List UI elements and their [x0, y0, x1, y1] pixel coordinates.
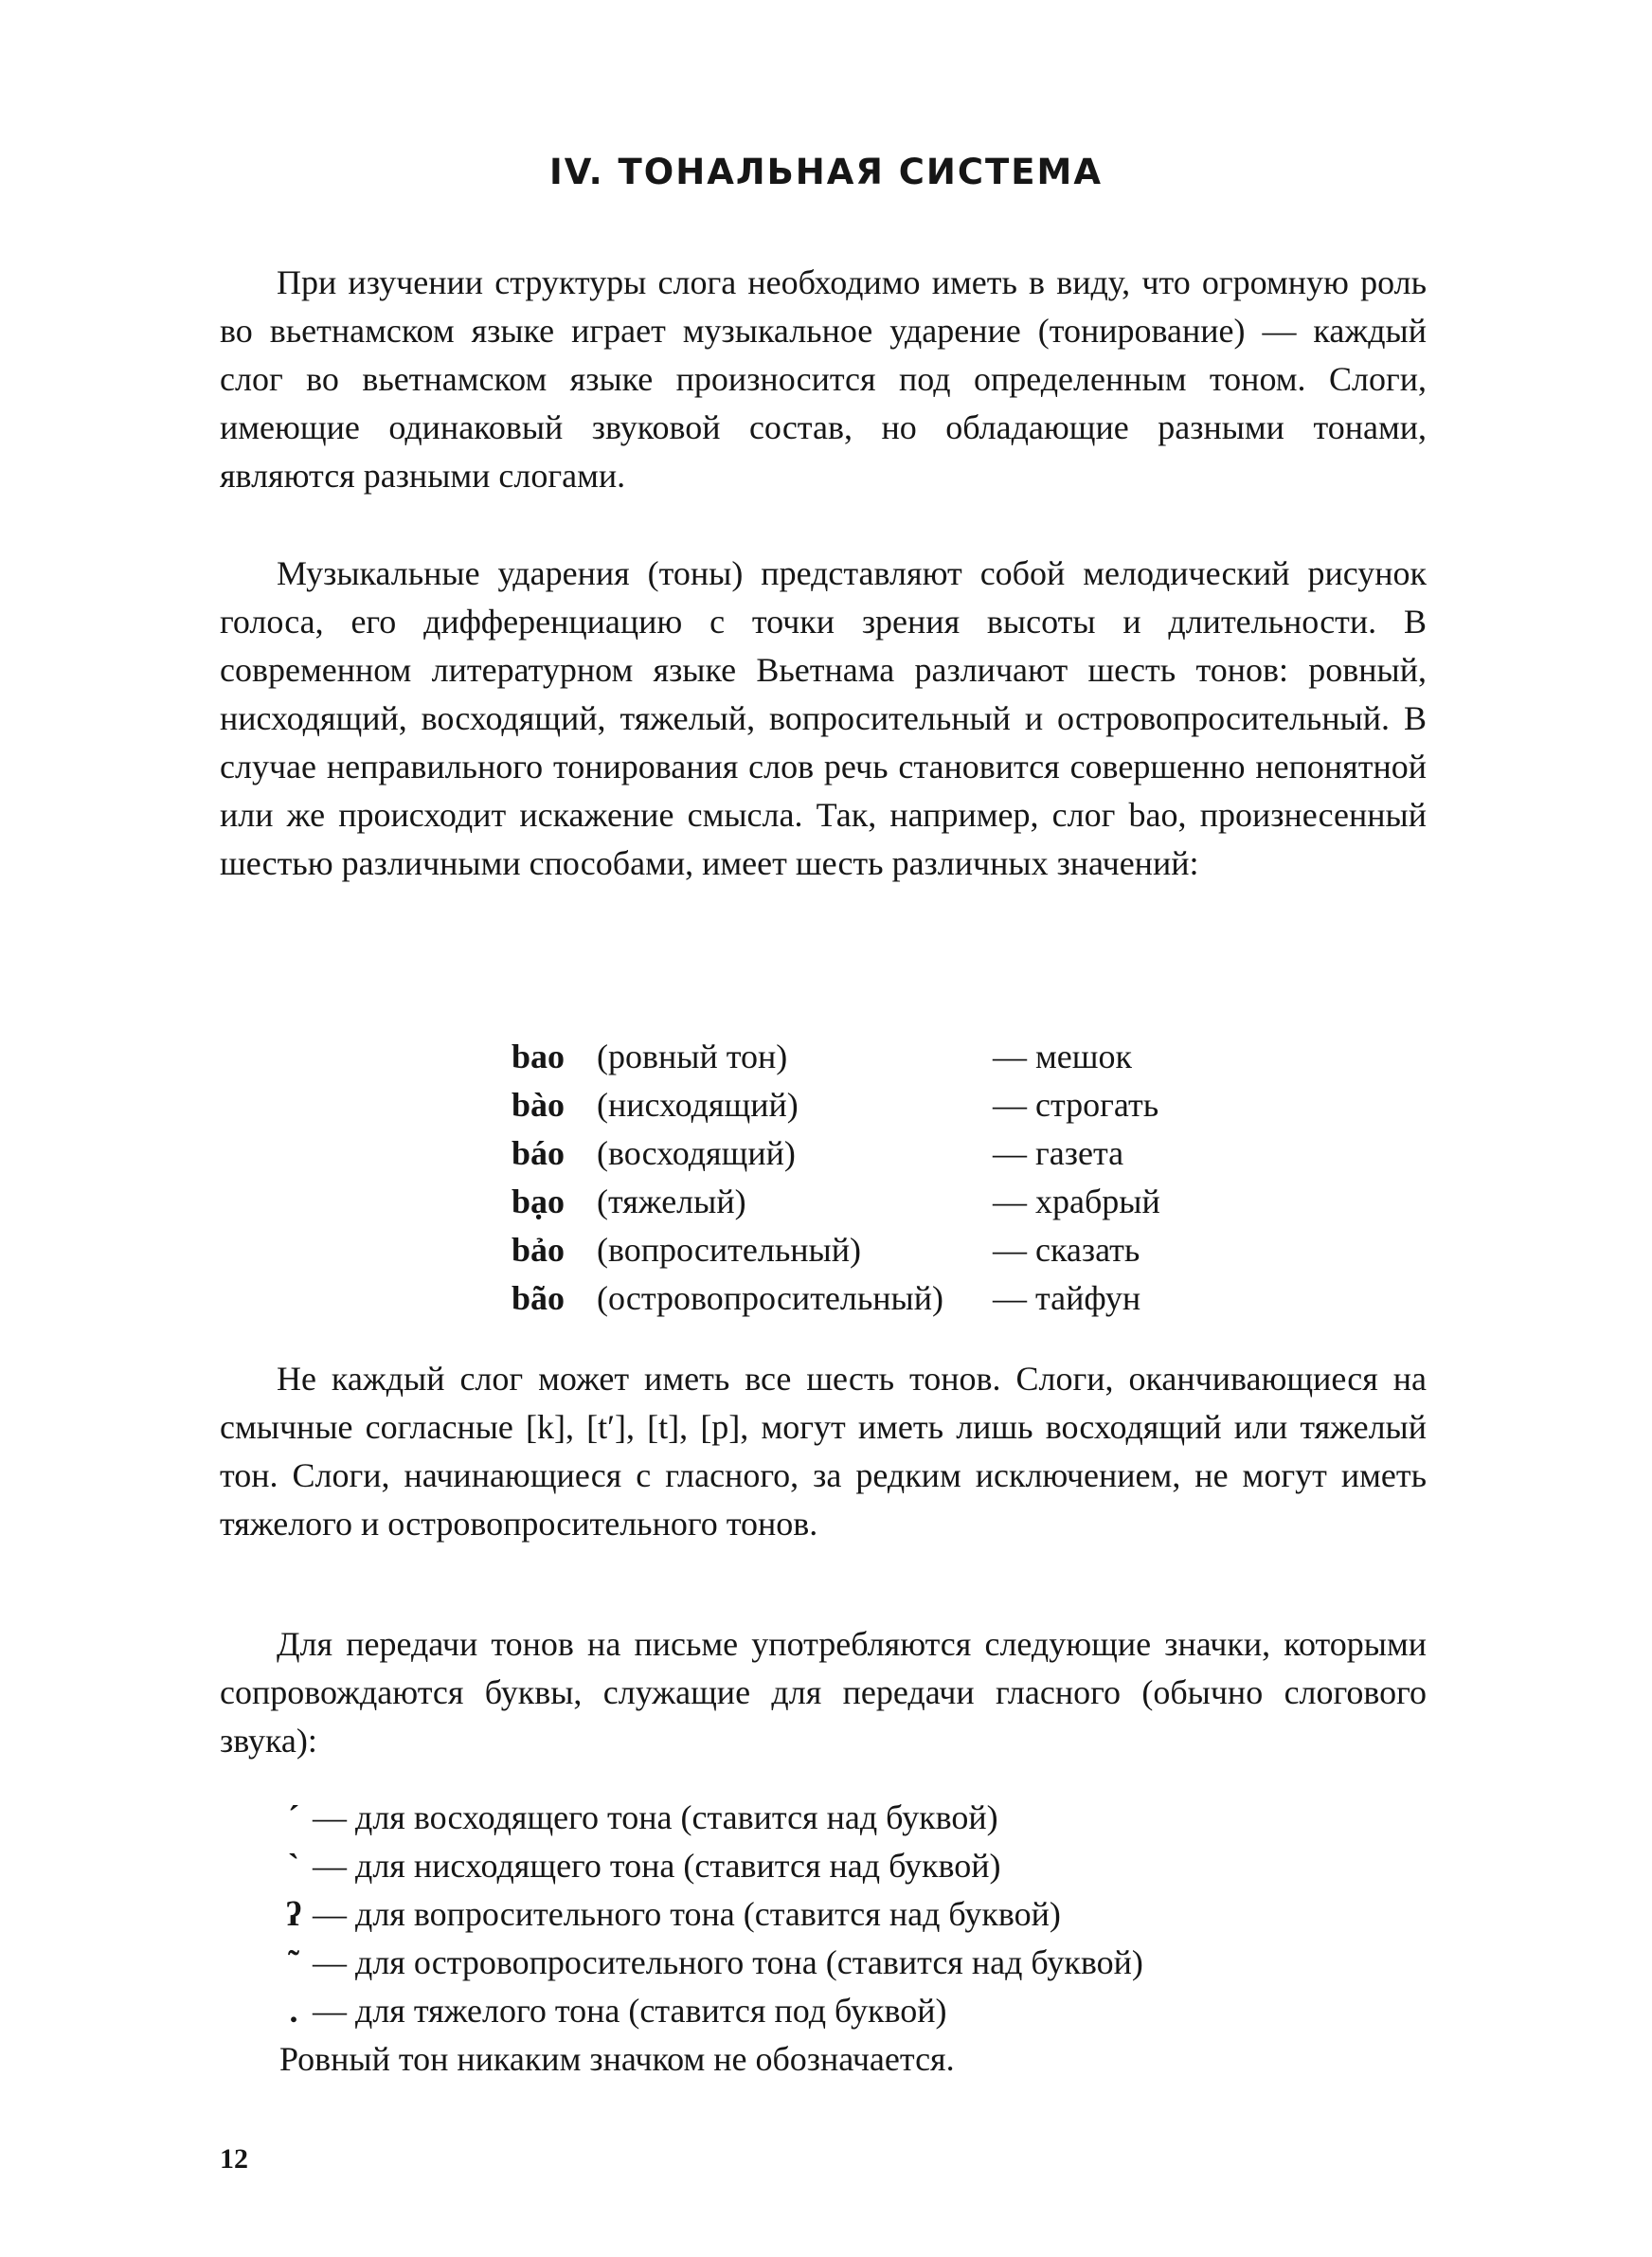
paragraph-1	[220, 259, 1427, 500]
paragraph-2	[220, 550, 1427, 888]
tone-syllable: bao	[512, 1038, 566, 1075]
paragraph-text: При изучении структуры слога необходимо иметь в виду, что огромную роль во вьетнамском языке играет музыкальное ударение (тонирование) — каждый слог во вьетнамском языке произносится под определенным тоном. Слоги, имеющие одинаковый звуковой состав, но обладающие разными тонами, являются разными слогами.	[220, 263, 1427, 495]
paragraph-text: Для передачи тонов на письме употребляются следующие значки, которыми сопровождаются буквы, служащие для передачи гласного (обычно слогового звука):	[220, 1625, 1427, 1760]
tone-meaning: — мешок	[993, 1038, 1132, 1075]
dot-below-mark-icon: .	[289, 1992, 298, 2030]
tone-syllable: bạo	[512, 1183, 566, 1220]
tone-meaning: — тайфун	[993, 1279, 1141, 1317]
tone-name: (ровный тон)	[597, 1038, 788, 1075]
tone-syllable: bảo	[512, 1231, 566, 1269]
page-number: 12	[220, 2143, 248, 2175]
paragraph-text: Не каждый слог может иметь все шесть тонов. Слоги, оканчивающиеся на смычные согласные [k], [t′], [t], [p], могут иметь лишь восходящий или тяжелый тон. Слоги, начинающиеся с гласного, за редким исключением, не могут иметь тяжелого и островопросительного тонов.	[220, 1360, 1427, 1543]
tilde-mark-icon: ˜	[288, 1943, 299, 1981]
tone-marks-list	[275, 1794, 1430, 2035]
mark-description: — для восходящего тона (ставится над буквой)	[313, 1798, 998, 1836]
tone-name: (восходящий)	[597, 1134, 796, 1172]
final-note: Ровный тон никаким значком не обозначается.	[279, 2040, 955, 2078]
tone-meaning: — строгать	[993, 1086, 1159, 1124]
grave-mark-icon: ˋ	[288, 1847, 299, 1885]
tone-row	[512, 1129, 1239, 1178]
tone-syllable: bão	[512, 1279, 566, 1317]
mark-row	[275, 1939, 1430, 1987]
mark-row	[275, 1842, 1430, 1890]
tone-row	[512, 1178, 1239, 1226]
hook-mark-icon: ʔ	[286, 1895, 301, 1933]
mark-description: — для нисходящего тона (ставится над буквой)	[313, 1847, 1001, 1885]
acute-mark-icon: ˊ	[288, 1798, 299, 1836]
mark-row	[275, 1890, 1430, 1939]
tone-meaning: — сказать	[993, 1231, 1140, 1269]
mark-description: — для вопросительного тона (ставится над буквой)	[313, 1895, 1061, 1933]
tone-meaning: — газета	[993, 1134, 1124, 1172]
paragraph-4	[220, 1620, 1427, 1765]
tone-examples-table	[512, 1033, 1239, 1323]
tone-name: (нисходящий)	[597, 1086, 799, 1124]
mark-row	[275, 1794, 1430, 1842]
paragraph-text: Музыкальные ударения (тоны) представляют собой мелодический рисунок голоса, его дифференциацию с точки зрения высоты и длительности. В современном литературном языке Вьетнама различают шесть тонов: ровный, нисходящий, восходящий, тяжелый, вопросительный и островопросительный. В случае неправильного тонирования слов речь становится совершенно непонятной или же происходит искажение смысла. Так, например, слог bao, произнесенный шестью различными способами, имеет шесть различных значений:	[220, 554, 1427, 882]
tone-name: (вопросительный)	[597, 1231, 861, 1269]
tone-name: (островопросительный)	[597, 1279, 943, 1317]
mark-row	[275, 1987, 1430, 2035]
mark-description: — для тяжелого тона (ставится под буквой)	[313, 1992, 947, 2030]
tone-syllable: bào	[512, 1086, 566, 1124]
tone-syllable: báo	[512, 1134, 566, 1172]
tone-row	[512, 1081, 1239, 1129]
paragraph-3	[220, 1355, 1427, 1548]
chapter-title: IV. ТОНАЛЬНАЯ СИСТЕМА	[548, 152, 1103, 192]
tone-row	[512, 1274, 1239, 1323]
tone-row	[512, 1226, 1239, 1274]
tone-name: (тяжелый)	[597, 1183, 746, 1220]
tone-meaning: — храбрый	[993, 1183, 1160, 1220]
mark-description: — для островопросительного тона (ставится над буквой)	[313, 1943, 1143, 1981]
tone-row	[512, 1033, 1239, 1081]
